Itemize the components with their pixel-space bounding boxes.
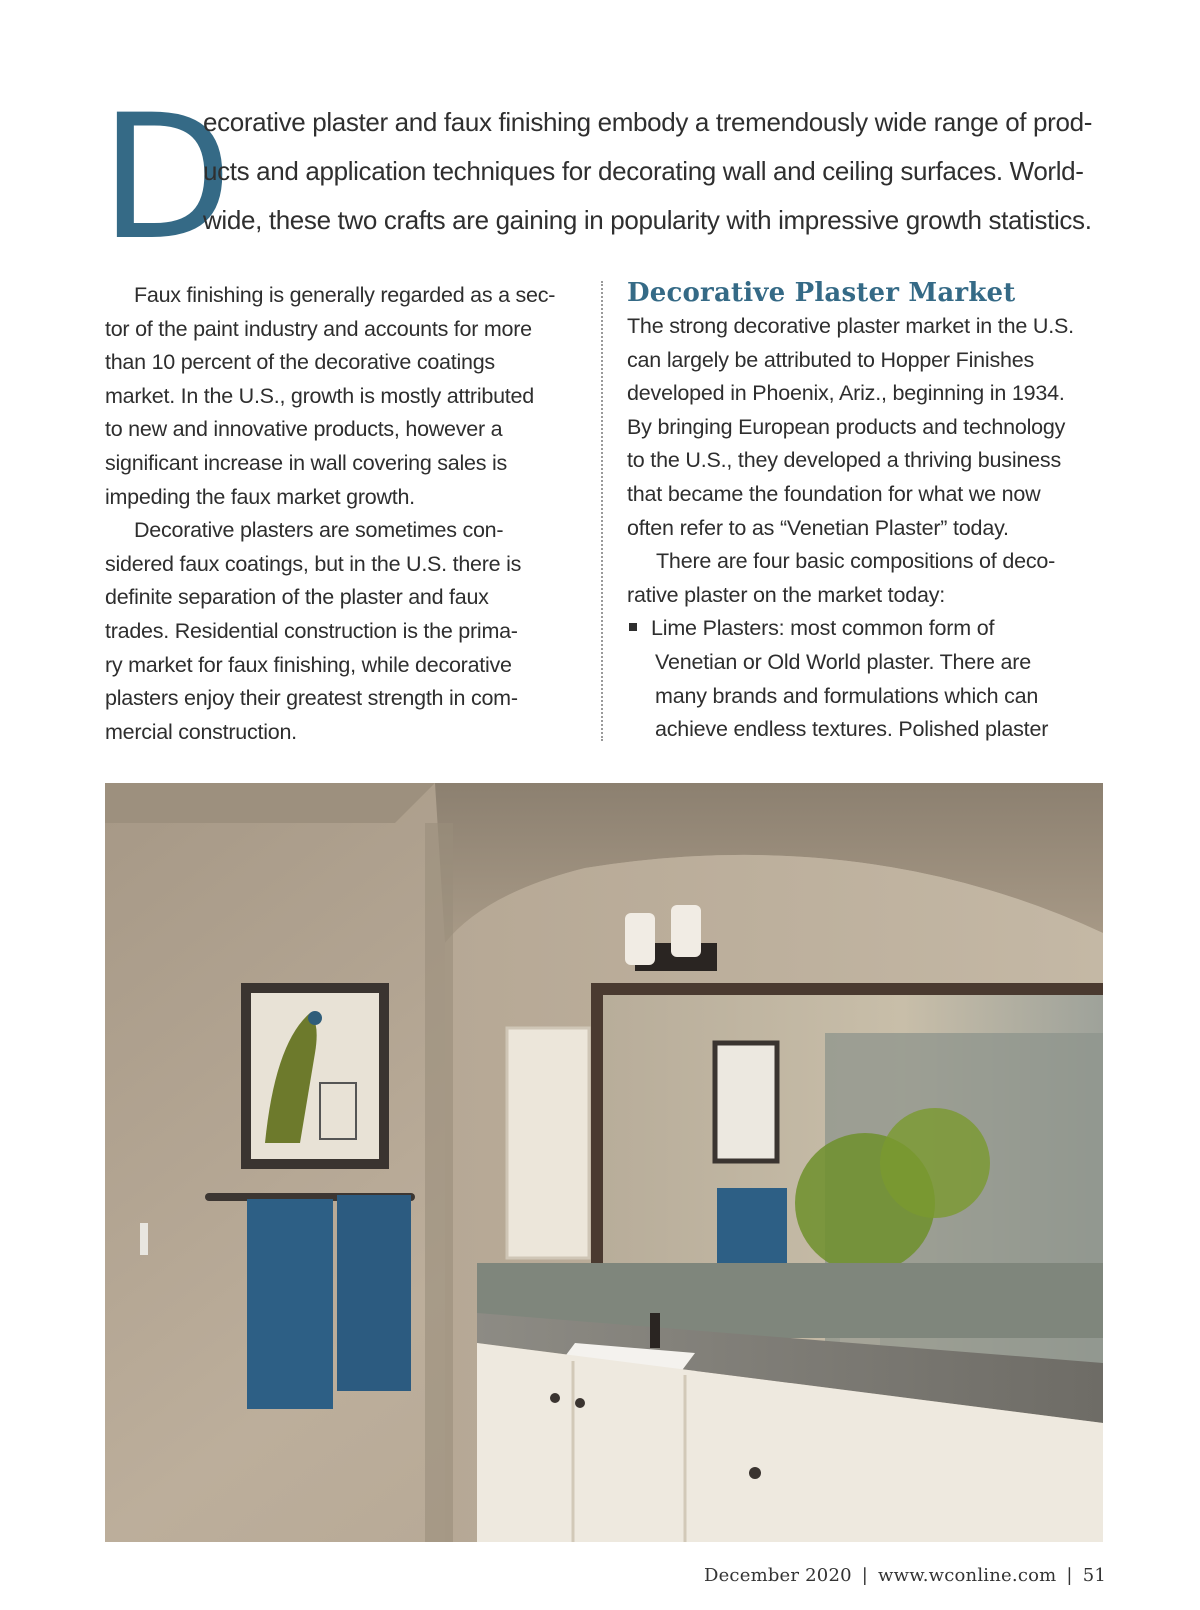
outlet	[140, 1223, 148, 1255]
body-line: market. In the U.S., growth is mostly attributed	[105, 383, 534, 408]
intro-line: ecorative plaster and faux finishing embody a tremendously wide range of prod-	[203, 107, 1092, 137]
column-divider	[601, 281, 603, 741]
body-line: definite separation of the plaster and faux	[105, 585, 489, 610]
bullet-line: many brands and formulations which can	[655, 683, 1039, 708]
body-line: ry market for faux finishing, while decorative	[105, 652, 512, 677]
page-footer	[704, 1565, 1106, 1586]
faucet	[650, 1313, 660, 1348]
footer-separator: |	[1066, 1565, 1073, 1586]
left-column	[105, 279, 575, 749]
body-line: Faux finishing is generally regarded as a sec-	[134, 283, 556, 307]
cabinet-knob-2	[575, 1398, 585, 1408]
body-line: impeding the faux market growth.	[105, 484, 415, 509]
towel-left	[247, 1199, 333, 1409]
page-number: 51	[1082, 1565, 1106, 1586]
body-line: to the U.S., they developed a thriving business	[627, 448, 1062, 473]
footer-date: December 2020	[703, 1565, 852, 1586]
peacock-head	[308, 1011, 322, 1025]
body-line: mercial construction.	[105, 719, 297, 744]
body-line: Decorative plasters are sometimes con-	[134, 518, 504, 543]
orchid-leaves-2	[880, 1108, 990, 1218]
light-shade-left	[625, 913, 655, 965]
intro-line: ucts and application techniques for decorating wall and ceiling surfaces. World-	[203, 156, 1084, 186]
body-line: that became the foundation for what we now	[627, 481, 1041, 506]
section-heading: Decorative Plaster Market	[627, 278, 1016, 308]
body-line: rative plaster on the market today:	[627, 582, 946, 607]
body-line: The strong decorative plaster market in the U.S.	[627, 314, 1074, 338]
bathroom-photo	[105, 783, 1103, 1542]
intro-paragraph	[203, 98, 1098, 245]
footer-website[interactable]: www.wconline.com	[878, 1565, 1057, 1586]
bullet-text: Lime Plasters: most common form of	[651, 616, 995, 641]
towel-right	[337, 1195, 411, 1391]
body-line: can largely be attributed to Hopper Finishes	[627, 347, 1035, 372]
footer-separator: |	[861, 1565, 869, 1586]
body-line: trades. Residential construction is the prima-	[105, 618, 518, 643]
dropcap-letter: D	[100, 77, 233, 278]
corner-shadow	[425, 823, 453, 1542]
body-line: to new and innovative products, however a	[105, 417, 503, 442]
right-column	[627, 279, 1102, 747]
cabinet-knob	[550, 1393, 560, 1403]
body-line: developed in Phoenix, Ariz., beginning in 1934.	[627, 381, 1065, 406]
mirror-window	[715, 1043, 777, 1161]
bullet-line: achieve endless textures. Polished plaster	[655, 717, 1049, 742]
bullet-square-icon	[629, 623, 637, 631]
body-line: tor of the paint industry and accounts for more	[105, 316, 532, 341]
drawer-knob	[749, 1467, 761, 1479]
body-line: There are four basic compositions of deco-	[656, 549, 1056, 574]
bullet-item	[627, 612, 1102, 646]
bullet-line: Venetian or Old World plaster. There are	[655, 649, 1032, 674]
body-line: sidered faux coatings, but in the U.S. there is	[105, 551, 522, 576]
ceiling	[105, 783, 435, 823]
cabinet-door	[507, 1028, 589, 1258]
body-line: significant increase in wall covering sales is	[105, 450, 507, 475]
body-line: than 10 percent of the decorative coatings	[105, 350, 495, 375]
intro-line: wide, these two crafts are gaining in popularity with impressive growth statistics.	[203, 205, 1092, 235]
light-shade-right	[671, 905, 701, 957]
body-line: By bringing European products and technology	[627, 414, 1066, 439]
body-line: plasters enjoy their greatest strength in com-	[105, 686, 518, 711]
body-line: often refer to as “Venetian Plaster” today.	[627, 515, 1009, 540]
